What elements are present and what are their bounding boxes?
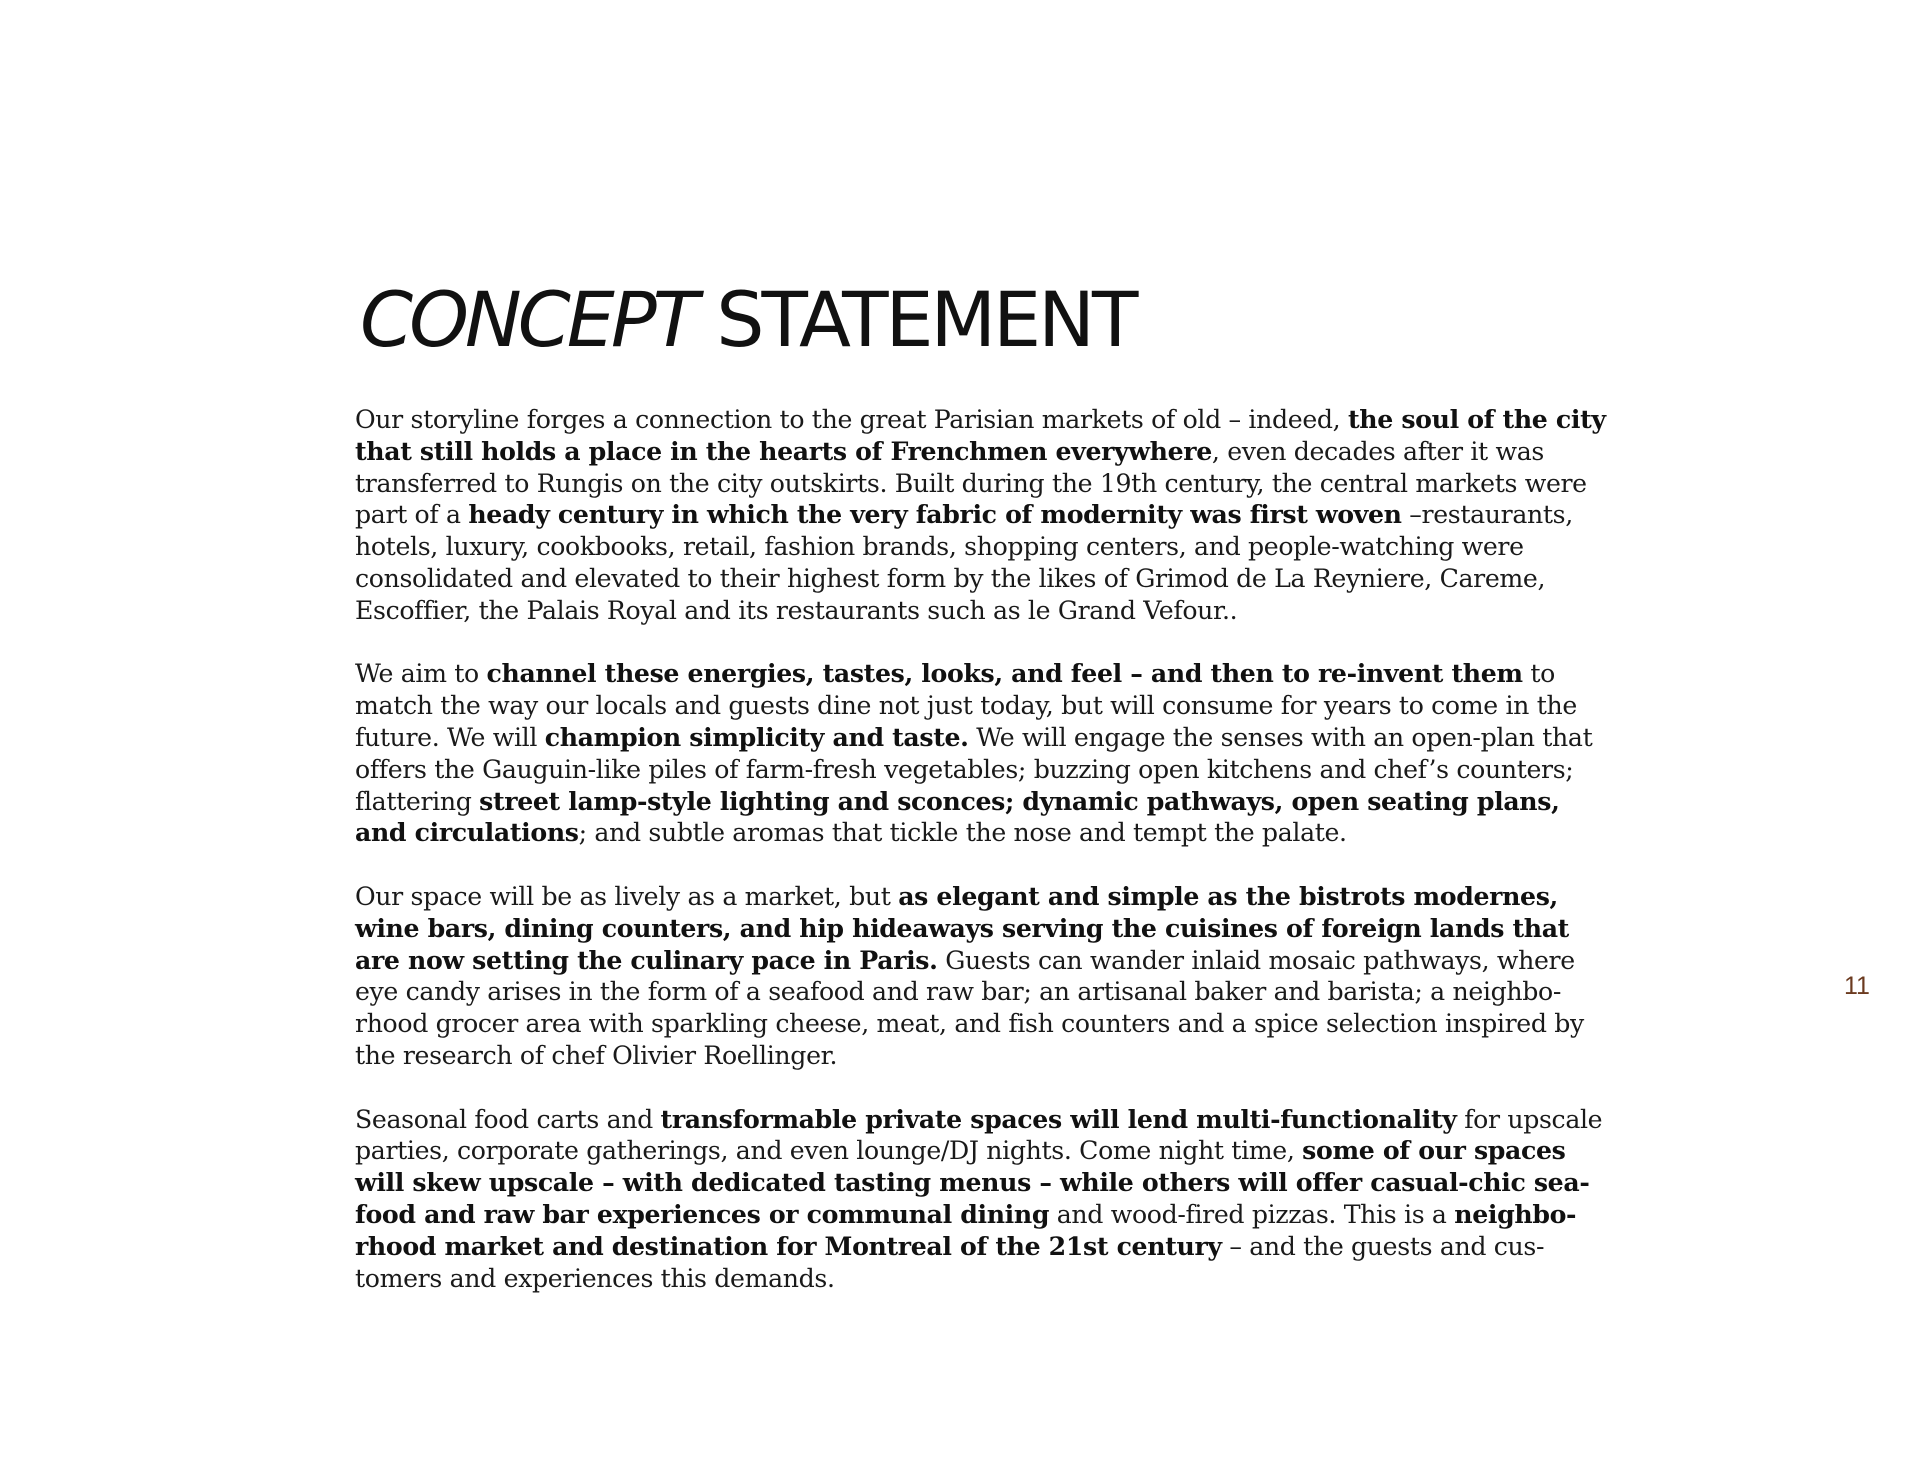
title-italic-part: CONCEPT bbox=[360, 275, 696, 364]
page-title bbox=[360, 275, 1136, 364]
bold-text-run: the soul of the city that still holds a place in the hearts of Frenchmen everywhere bbox=[355, 404, 1606, 466]
text-run: ; and subtle aromas that tickle the nose and tempt the palate. bbox=[578, 818, 1347, 848]
page-number: 11 bbox=[1844, 972, 1870, 1000]
paragraph bbox=[355, 404, 1610, 627]
paragraph bbox=[355, 881, 1610, 1072]
text-run: –restaurants, hotels, luxury, cookbooks, retail, fashion brands, shopping centers, and people-watching were consolidated and elevated to their highest form by the likes of Grimod de La Reyniere, Careme, Escoffier, the Palais Royal and its restaurants such as le Grand Vefour.. bbox=[355, 500, 1573, 625]
bold-text-run: street lamp-style lighting and sconces; dynamic pathways, open seating plans, and circulations bbox=[355, 785, 1560, 848]
text-run: – and the guests and cus-tomers and experiences this demands. bbox=[355, 1231, 1545, 1293]
text-run: Seasonal food carts and bbox=[355, 1104, 661, 1134]
text-run: Guests can wander inlaid mosaic pathways, where eye candy arises in the form of a seafood and raw bar; an artisanal baker and barista; a neighbo-rhood grocer area with sparkling cheese, meat, and fish counters and a spice selection inspired by the research of chef Olivier Roellinger. bbox=[355, 945, 1584, 1070]
bold-text-run: heady century in which the very fabric of modernity was first woven bbox=[468, 499, 1402, 530]
bold-text-run: transformable private spaces will lend multi-functionality bbox=[660, 1103, 1457, 1134]
text-run: Our storyline forges a connection to the great Parisian markets of old – indeed, bbox=[355, 405, 1348, 434]
bold-text-run: some of our spaces will skew upscale – with dedicated tasting menus – while others will offer casual-chic sea-food and raw bar experiences or communal dining bbox=[355, 1135, 1590, 1229]
text-run: to match the way our locals and guests dine not just today, but will consume for years to come in the future. We will bbox=[355, 659, 1577, 752]
title-regular-part: STATEMENT bbox=[716, 275, 1136, 364]
bold-text-run: champion simplicity and taste. bbox=[544, 721, 969, 752]
text-run: for upscale parties, corporate gatherings, and even lounge/DJ nights. Come night time, bbox=[355, 1104, 1603, 1166]
bold-text-run: as elegant and simple as the bistrots modernes, wine bars, dining counters, and hip hideaways serving the cuisines of foreign lands that are now setting the culinary pace in Paris. bbox=[355, 880, 1569, 975]
text-run: We aim to bbox=[355, 659, 487, 689]
paragraph bbox=[355, 658, 1610, 849]
text-run: , even decades after it was transferred to Rungis on the city outskirts. Built during the 19th century, the central markets were part of a bbox=[355, 436, 1587, 530]
paragraph bbox=[355, 1104, 1610, 1295]
text-run: and wood-fired pizzas. This is a bbox=[1049, 1199, 1455, 1229]
bold-text-run: neighbo-rhood market and destination for Montreal of the 21st century bbox=[355, 1198, 1577, 1261]
bold-text-run: channel these energies, tastes, looks, and feel – and then to re-invent them bbox=[486, 658, 1523, 689]
body-text bbox=[355, 404, 1610, 1326]
text-run: Our space will be as lively as a market, but bbox=[355, 881, 899, 911]
text-run: We will engage the senses with an open-plan that offers the Gauguin-like piles of farm-fresh vegetables; buzzing open kitchens and chef’s counters; flattering bbox=[355, 722, 1593, 816]
